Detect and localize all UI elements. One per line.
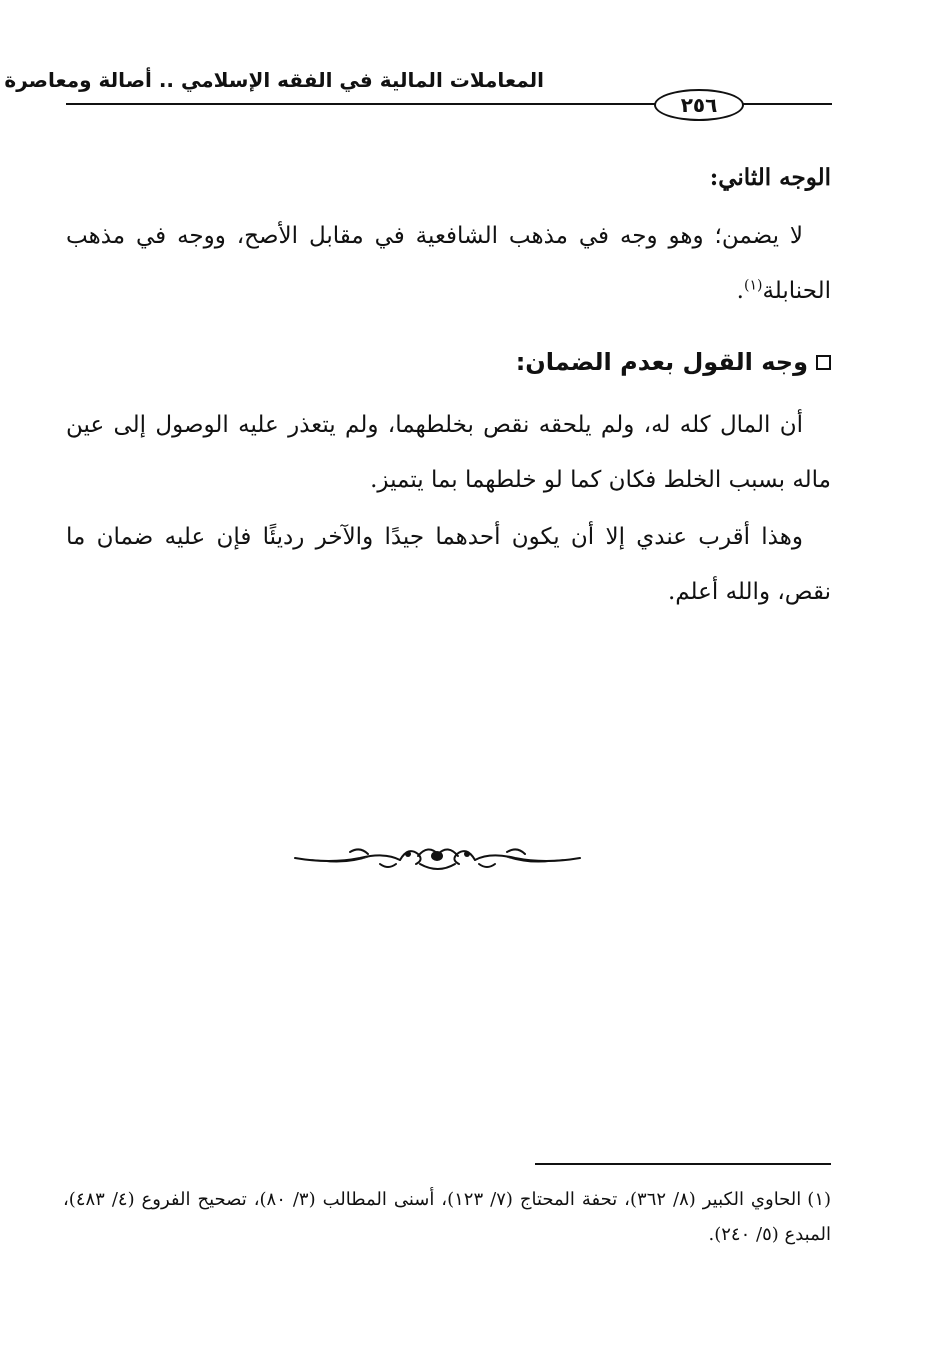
footnote-reference[interactable]: (١) xyxy=(743,277,763,294)
running-title: المعاملات المالية في الفقه الإسلامي .. أصالة ومعاصرة xyxy=(4,68,544,92)
page-header xyxy=(4,60,832,120)
main-content xyxy=(66,150,831,622)
section-heading xyxy=(66,335,831,390)
ornament-divider-icon xyxy=(290,836,585,876)
opinion-label: الوجه الثاني: xyxy=(709,164,831,191)
paragraph-2: أن المال كله له، ولم يلحقه نقص بخلطهما، ولم يتعذر عليه الوصول إلى عين ماله بسبب الخلط فكان كما لو خلطهما بما يتميز. xyxy=(66,412,831,493)
square-outline-icon xyxy=(816,355,831,370)
paragraph-3: وهذا أقرب عندي إلا أن يكون أحدهما جيدًا والآخر رديئًا فإن عليه ضمان ما نقص، والله أعلم. xyxy=(66,524,831,605)
footnote xyxy=(63,1182,831,1252)
footnote-marker: (١) xyxy=(807,1189,832,1210)
paragraph-1-text: لا يضمن؛ وهو وجه في مذهب الشافعية في مقابل الأصح، ووجه في مذهب الحنابلة xyxy=(66,223,831,304)
paragraph-1 xyxy=(66,209,831,319)
footnote-rule xyxy=(535,1163,831,1165)
section-heading-text: وجه القول بعدم الضمان: xyxy=(515,348,808,376)
page-number: ٢٥٦ xyxy=(654,89,744,121)
footnote-text: الحاوي الكبير (٨/ ٣٦٢)، تحفة المحتاج (٧/ ١٢٣)، أسنى المطالب (٣/ ٨٠)، تصحيح الفروع (٤/ ٤٨٣)، المبدع (٥/ ٢٤٠). xyxy=(63,1189,831,1245)
paragraph-1-end: . xyxy=(736,278,744,304)
